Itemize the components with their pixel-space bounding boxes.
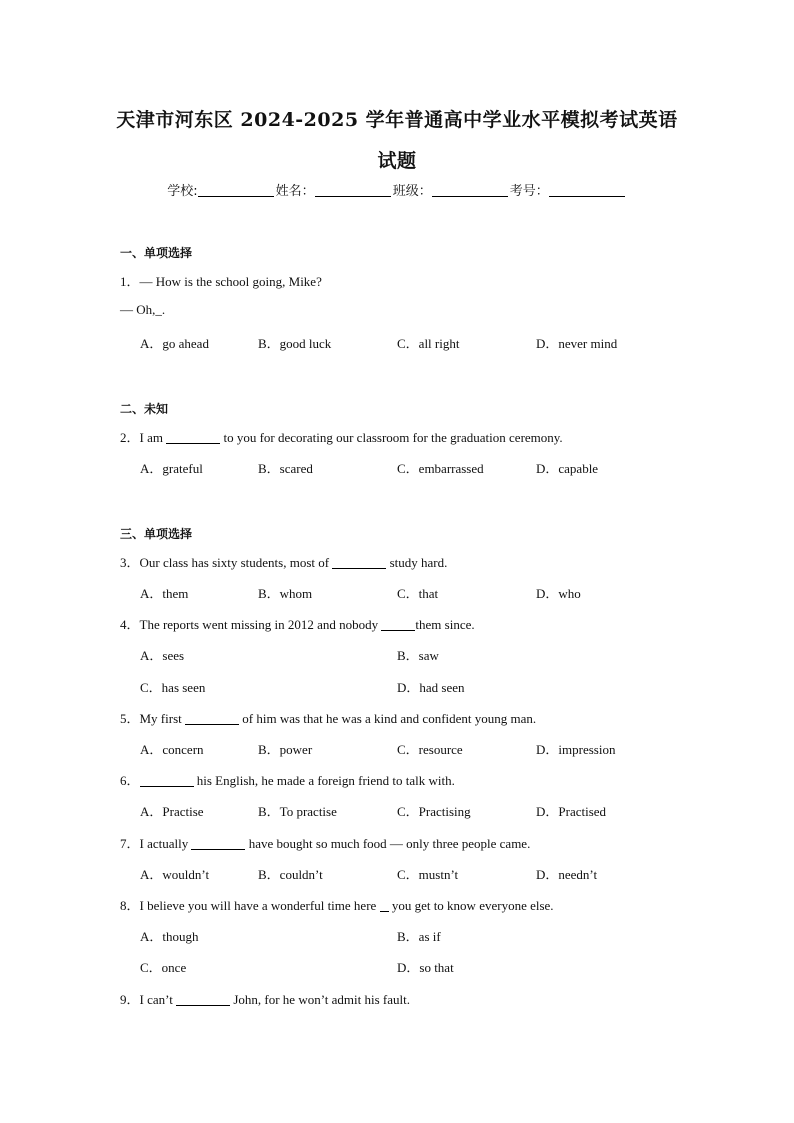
question-text: have bought so much food — only three people came. xyxy=(248,836,531,851)
question-8 xyxy=(120,895,554,914)
answer-blank[interactable] xyxy=(380,899,389,912)
question-5 xyxy=(120,708,536,727)
option-b[interactable]: B．To practise xyxy=(258,804,337,819)
option-a[interactable]: A．them xyxy=(140,586,189,601)
option-c[interactable]: C．mustn’t xyxy=(397,867,459,882)
option-c[interactable]: C．Practising xyxy=(397,804,471,819)
question-6 xyxy=(120,770,455,789)
question-text: 8．I believe you will have a wonderful time here xyxy=(120,898,377,913)
question-text: 9．I can’t xyxy=(120,992,173,1007)
question-text: to you for decorating our classroom for the graduation ceremony. xyxy=(223,430,563,445)
school-label: 学校: xyxy=(167,184,198,199)
answer-blank[interactable] xyxy=(185,712,239,725)
question-text: 2．I am xyxy=(120,430,163,445)
name-label: 姓名： xyxy=(275,184,315,199)
question-1-response: — Oh,_. xyxy=(120,302,166,317)
answer-blank[interactable] xyxy=(176,993,230,1006)
option-d[interactable]: D．capable xyxy=(536,461,599,476)
option-c[interactable]: C．that xyxy=(397,586,439,601)
number-label: 考号： xyxy=(509,184,549,199)
question-4 xyxy=(120,614,475,633)
student-info-line xyxy=(0,180,794,199)
option-a[interactable]: A．wouldn’t xyxy=(140,867,210,882)
school-blank[interactable] xyxy=(198,184,274,197)
option-d[interactable]: D．never mind xyxy=(536,336,618,351)
option-b[interactable]: B．as if xyxy=(397,929,441,944)
option-b[interactable]: B．scared xyxy=(258,461,313,476)
option-c[interactable]: C．resource xyxy=(397,742,463,757)
section-heading: 三、单项选择 xyxy=(120,527,193,541)
question-1 xyxy=(120,271,322,290)
option-c[interactable]: C．once xyxy=(140,960,187,975)
number-blank[interactable] xyxy=(549,184,625,197)
option-d[interactable]: D．had seen xyxy=(397,680,465,695)
question-text: John, for he won’t admit his fault. xyxy=(233,992,411,1007)
answer-blank[interactable] xyxy=(191,837,245,850)
exam-title-continued: 试题 xyxy=(377,150,417,172)
option-d[interactable]: D．so that xyxy=(397,960,454,975)
option-b[interactable]: B．saw xyxy=(397,648,439,663)
question-text: 3．Our class has sixty students, most of xyxy=(120,555,330,570)
question-text: them since. xyxy=(415,617,475,632)
answer-blank[interactable] xyxy=(381,618,415,631)
question-text: 4．The reports went missing in 2012 and nobody xyxy=(120,617,379,632)
option-c[interactable]: C．has seen xyxy=(140,680,206,695)
option-b[interactable]: B．couldn’t xyxy=(258,867,323,882)
answer-blank[interactable] xyxy=(166,431,220,444)
option-d[interactable]: D．Practised xyxy=(536,804,607,819)
question-2 xyxy=(120,427,563,446)
section-heading: 二、未知 xyxy=(120,402,169,416)
option-c[interactable]: C．all right xyxy=(397,336,460,351)
option-a[interactable]: A．Practise xyxy=(140,804,204,819)
class-blank[interactable] xyxy=(432,184,508,197)
question-text: his English, he made a foreign friend to talk with. xyxy=(196,773,455,788)
question-text: 6． xyxy=(120,773,140,788)
section-heading: 一、单项选择 xyxy=(120,246,193,260)
exam-title: 天津市河东区 2024-2025 学年普通高中学业水平模拟考试英语 xyxy=(116,109,678,131)
question-7 xyxy=(120,833,530,852)
name-blank[interactable] xyxy=(315,184,391,197)
option-d[interactable]: D．who xyxy=(536,586,581,601)
option-c[interactable]: C．embarrassed xyxy=(397,461,484,476)
option-a[interactable]: A．though xyxy=(140,929,199,944)
question-text: you get to know everyone else. xyxy=(391,898,554,913)
option-b[interactable]: B．good luck xyxy=(258,336,332,351)
question-9 xyxy=(120,989,410,1008)
option-a[interactable]: A．grateful xyxy=(140,461,203,476)
option-d[interactable]: D．needn’t xyxy=(536,867,598,882)
option-a[interactable]: A．go ahead xyxy=(140,336,209,351)
question-text: 7．I actually xyxy=(120,836,189,851)
question-3 xyxy=(120,552,447,571)
question-text: 1．— How is the school going, Mike? xyxy=(120,274,322,289)
class-label: 班级： xyxy=(392,184,432,199)
question-text: of him was that he was a kind and confident young man. xyxy=(242,711,537,726)
option-a[interactable]: A．concern xyxy=(140,742,204,757)
option-b[interactable]: B．whom xyxy=(258,586,313,601)
option-b[interactable]: B．power xyxy=(258,742,313,757)
option-d[interactable]: D．impression xyxy=(536,742,616,757)
answer-blank[interactable] xyxy=(332,556,386,569)
answer-blank[interactable] xyxy=(140,774,194,787)
question-text: study hard. xyxy=(389,555,448,570)
question-text: 5．My first xyxy=(120,711,182,726)
option-a[interactable]: A．sees xyxy=(140,648,185,663)
